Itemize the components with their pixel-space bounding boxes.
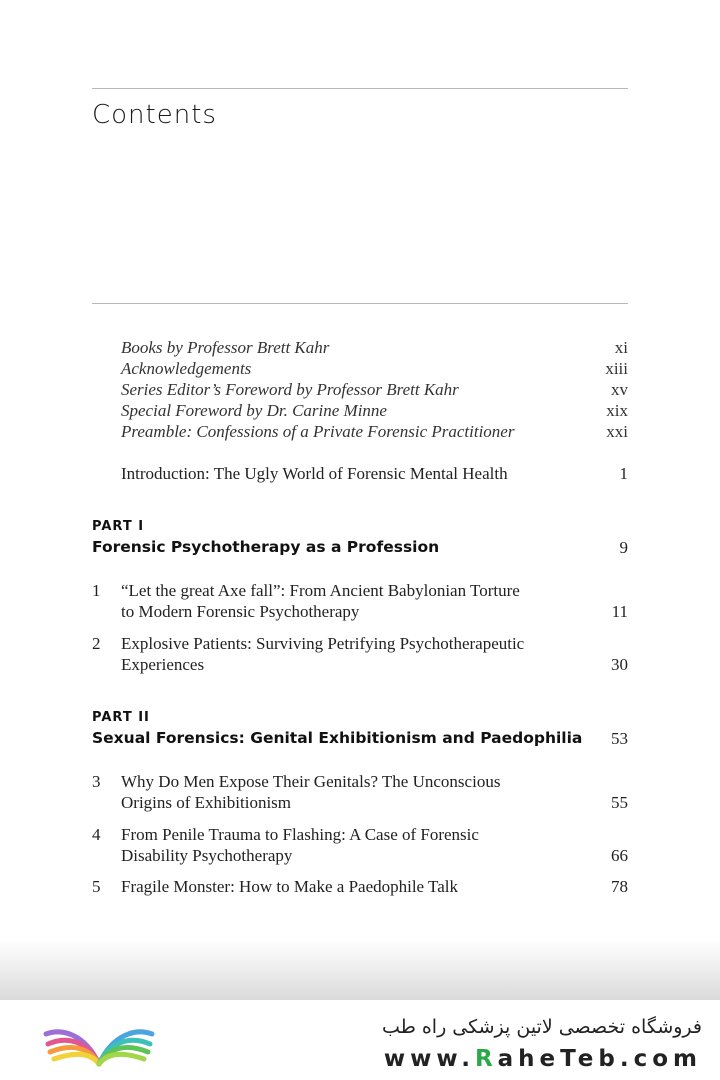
entry-title: Books by Professor Brett Kahr: [121, 338, 330, 357]
chapter-title-line: “Let the great Axe fall”: From Ancient Babylonian Torture: [121, 581, 520, 600]
part-page: 9: [619, 538, 628, 557]
chapter-number: 4: [92, 825, 101, 844]
entry-title: Series Editor’s Foreword by Professor Brett Kahr: [121, 380, 459, 399]
chapter-title: [121, 633, 561, 675]
section-rule: [92, 303, 628, 304]
chapter-title-line: Fragile Monster: How to Make a Paedophile Talk: [121, 877, 459, 896]
url-brand-rest: aheTeb: [497, 1046, 620, 1072]
url-brand-initial: R: [474, 1046, 498, 1072]
front-matter-entry: [121, 421, 628, 442]
page-shadow: [0, 940, 720, 1002]
chapter-title-line: Explosive Patients: Surviving Petrifying Psychotherapeutic: [121, 634, 525, 653]
part-label: PART II: [92, 710, 150, 725]
front-matter-entry: [121, 358, 628, 379]
chapter-title: [121, 824, 561, 866]
shop-url: [384, 1046, 702, 1072]
chapter-page: 11: [611, 602, 628, 621]
top-rule: [92, 88, 628, 89]
entry-page: xv: [611, 380, 628, 399]
front-matter-entry: [121, 400, 628, 421]
chapter-title: [121, 771, 561, 813]
part-page: 53: [611, 729, 628, 748]
watermark-banner: [0, 1000, 720, 1080]
shop-name: فروشگاه تخصصی لاتین پزشکی راه طب: [382, 1016, 702, 1038]
entry-title: Introduction: The Ugly World of Forensic Mental Health: [121, 464, 508, 483]
chapter-number: 2: [92, 634, 101, 653]
part-title: [92, 729, 628, 747]
entry-page: xiii: [605, 359, 628, 378]
chapter-page: 66: [611, 846, 628, 865]
entry-title: Special Foreword by Dr. Carine Minne: [121, 401, 387, 420]
entry-title: Preamble: Confessions of a Private Forensic Practitioner: [121, 422, 515, 441]
introduction-entry: [121, 464, 628, 484]
chapter-title: [121, 876, 561, 897]
chapter-title: [121, 580, 561, 622]
entry-page: xxi: [606, 422, 628, 441]
chapter-number: 5: [92, 877, 101, 896]
chapter-title-line: Why Do Men Expose Their Genitals? The Unconscious: [121, 772, 501, 791]
chapter-title-line: Origins of Exhibitionism: [121, 793, 291, 812]
entry-title: Acknowledgements: [121, 359, 252, 378]
front-matter-entry: [121, 379, 628, 400]
part-label: PART I: [92, 519, 145, 534]
part-title-text: Forensic Psychotherapy as a Profession: [92, 538, 440, 556]
entry-page: xi: [614, 338, 628, 357]
chapter-title-line: Disability Psychotherapy: [121, 846, 293, 865]
chapter-number: 3: [92, 772, 101, 791]
chapter-page: 55: [611, 793, 628, 812]
url-suffix: .com: [619, 1046, 702, 1072]
chapter-number: 1: [92, 581, 101, 600]
chapter-page: 30: [611, 655, 628, 674]
chapter-title-line: to Modern Forensic Psychotherapy: [121, 602, 360, 621]
entry-page: xix: [606, 401, 628, 420]
front-matter-entry: [121, 337, 628, 358]
part-title: [92, 538, 628, 556]
chapter-page: 78: [611, 877, 628, 896]
chapter-title-line: Experiences: [121, 655, 205, 674]
part-title-text: Sexual Forensics: Genital Exhibitionism and Paedophilia: [92, 729, 583, 747]
url-prefix: www.: [383, 1046, 475, 1072]
chapter-title-line: From Penile Trauma to Flashing: A Case of Forensic: [121, 825, 479, 844]
open-book-logo-icon: [40, 1014, 158, 1072]
entry-page: 1: [619, 464, 628, 483]
page-title: Contents: [92, 100, 217, 130]
